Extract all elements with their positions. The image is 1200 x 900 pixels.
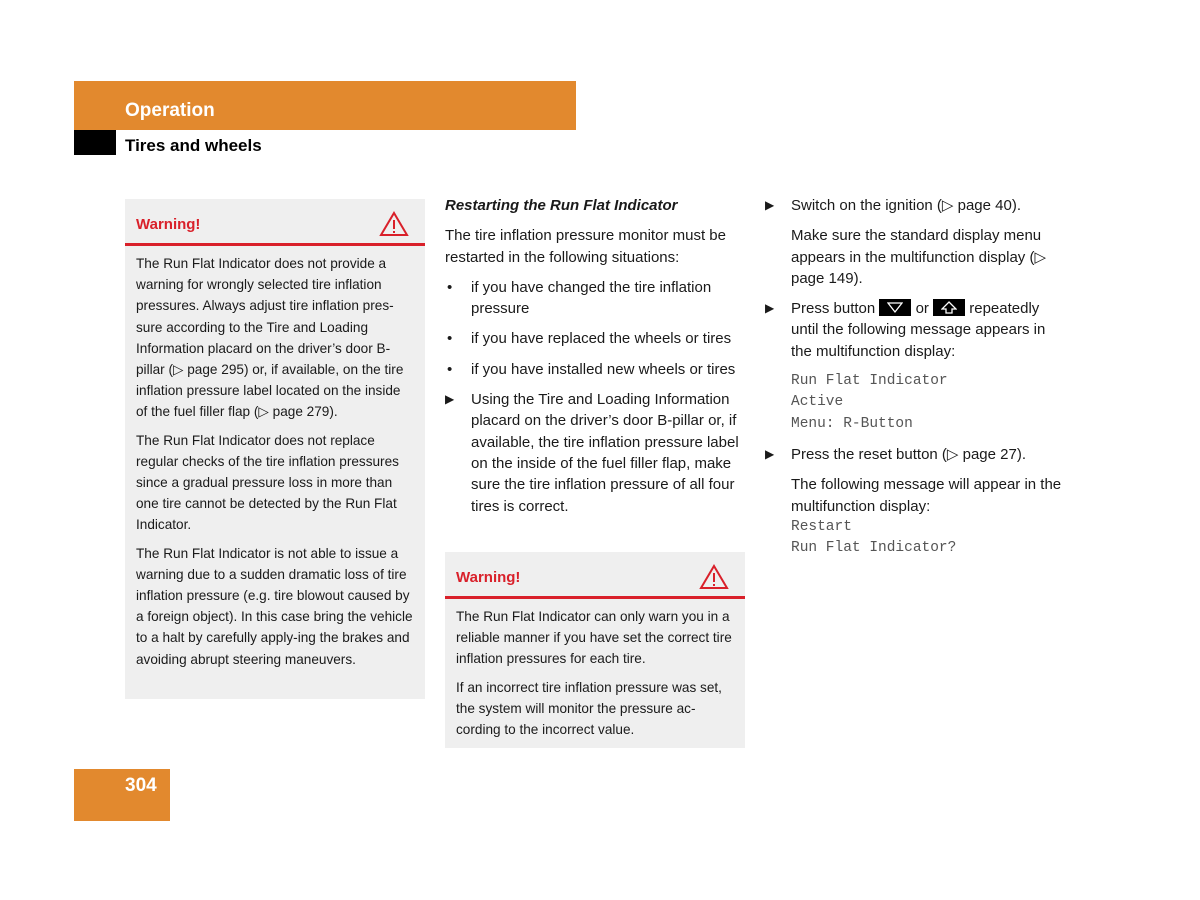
warning-triangle-icon — [699, 564, 729, 590]
step-text: or — [915, 300, 929, 318]
bullet-text: if you have installed new wheels or tires — [471, 360, 736, 378]
display-message-1 — [765, 371, 1065, 435]
step-arrow-icon: ▶ — [765, 301, 775, 316]
warning-header — [125, 199, 425, 246]
warning-label: Warning! — [456, 569, 521, 586]
warning-box-1 — [125, 199, 425, 699]
bullet-icon: • — [447, 330, 453, 348]
subsection-title: Tires and wheels — [125, 136, 262, 155]
step-text: Press the reset button (▷ page 27). — [791, 445, 1026, 463]
warning-label: Warning! — [136, 216, 201, 233]
section-heading: Restarting the Run Flat Indicator — [445, 197, 678, 214]
warning-paragraph: If an incorrect tire inflation pressure was set, the system will monitor the pressure ac-cording to the incorrect value. — [456, 679, 722, 738]
bullet-item — [445, 277, 747, 320]
display-message-2 — [765, 517, 1065, 560]
bullet-icon: • — [447, 278, 453, 296]
step-arrow-icon: ▶ — [445, 392, 455, 407]
step-arrow-icon: ▶ — [765, 446, 775, 461]
warning-triangle-icon — [379, 211, 409, 237]
step-text: Switch on the ignition (▷ page 40). — [791, 197, 1022, 214]
warning-box-2 — [445, 552, 745, 748]
display-line: Run Flat Indicator — [791, 373, 948, 390]
up-arrow-button-icon — [933, 299, 965, 316]
step-text: Using the Tire and Loading Information placard on the driver’s door B-pillar or, if available, the tire inflation pressure label on the inside of the fuel filler flap, make sure the tire inflation pressure of all four tires is correct. — [471, 391, 739, 515]
step-note: The following message will appear in the multifunction display: — [791, 476, 1062, 515]
bullet-icon: • — [447, 360, 453, 378]
step-item — [445, 389, 747, 517]
intro-text: The tire inflation pressure monitor must be restarted in the following situations: — [445, 227, 726, 266]
down-arrow-button-icon — [879, 299, 911, 316]
warning-paragraph: The Run Flat Indicator does not provide a warning for wrongly selected tire inflation pressures. Always adjust tire inflation pres-sure according to the Tire and Loading Information placard on the driver’s door B-pillar (▷ page 295) or, if available, on the tire inflation pressure label located on the inside of the fuel filler flap (▷ page 279). — [136, 256, 404, 420]
display-line: Restart — [791, 518, 852, 535]
bullet-item — [445, 359, 747, 380]
warning-paragraph: The Run Flat Indicator does not replace regular checks of the tire inflation pressures since a gradual pressure loss in more than one tire cannot be detected by the Run Flat Indicator. — [136, 432, 399, 533]
warning-paragraph: The Run Flat Indicator can only warn you in a reliable manner if you have set the correct tire inflation pressures for each tire. — [456, 609, 732, 667]
middle-column — [445, 195, 747, 526]
warning-body — [125, 246, 425, 685]
warning-header — [445, 552, 745, 599]
bullet-text: if you have replaced the wheels or tires — [471, 330, 732, 348]
display-line: Run Flat Indicator? — [791, 540, 957, 557]
right-column — [765, 195, 1065, 559]
step-item — [765, 298, 1065, 362]
step-text: repeatedly until the following message appears in the multifunction display: — [791, 300, 1046, 360]
bullet-item — [445, 328, 747, 349]
subsection-marker — [74, 130, 116, 155]
step-text: Press button — [791, 300, 876, 318]
step-note: Make sure the standard display menu appears in the multifunction display (▷ page 149). — [791, 227, 1046, 287]
step-arrow-icon: ▶ — [765, 198, 775, 212]
warning-body — [445, 599, 745, 755]
display-line: Active — [791, 394, 844, 411]
section-title: Operation — [125, 100, 215, 121]
display-line: Menu: R-Button — [791, 415, 913, 432]
step-item — [765, 444, 1065, 465]
warning-paragraph: The Run Flat Indicator is not able to issue a warning due to a sudden dramatic loss of tire inflation pressure (e.g. tire blowout caused by a foreign object). In this case bring the vehicle to a halt by carefully apply-ing the brakes and avoiding abrupt steering maneuvers. — [136, 545, 413, 667]
bullet-text: if you have changed the tire inflation pressure — [471, 278, 712, 318]
step-item — [765, 195, 1065, 216]
page-number: 304 — [125, 775, 157, 796]
